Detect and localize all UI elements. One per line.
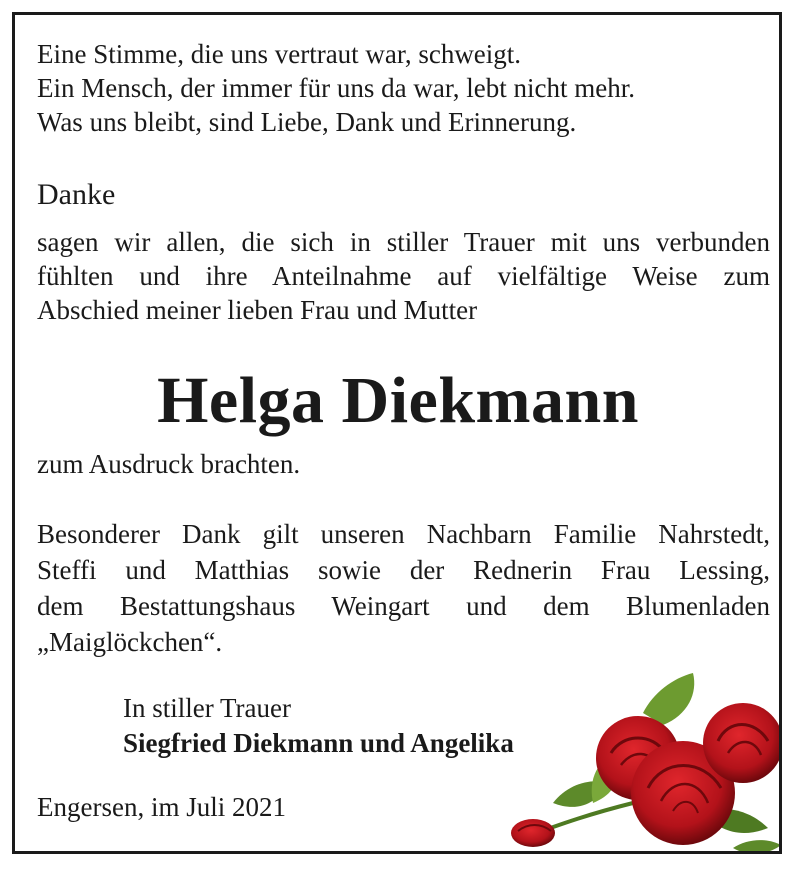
poem-line-3: Was uns bleibt, sind Liebe, Dank und Erinnerung. xyxy=(37,107,577,137)
thanks-line-2: fühlten und ihre Anteilnahme auf vielfältige Weise zum xyxy=(37,261,770,291)
place-date: Engersen, im Juli 2021 xyxy=(37,792,286,822)
thanks-heading: Danke xyxy=(37,178,116,211)
roses-illustration xyxy=(493,653,782,854)
special-thanks-line-4: „Maiglöckchen“. xyxy=(37,627,223,657)
special-thanks-line-2: Steffi und Matthias sowie der Rednerin Frau Lessing, xyxy=(37,555,770,585)
special-thanks-line-1: Besonderer Dank gilt unseren Nachbarn Familie Nahrstedt, xyxy=(37,519,770,549)
mourning-names: Siegfried Diekmann und Angelika xyxy=(123,728,514,758)
special-thanks-line-3: dem Bestattungshaus Weingart und dem Blumenladen xyxy=(37,591,770,621)
poem-line-1: Eine Stimme, die uns vertraut war, schweigt. xyxy=(37,39,522,69)
thanks-line-1: sagen wir allen, die sich in stiller Trauer mit uns verbunden xyxy=(37,227,770,257)
deceased-name: Helga Diekmann xyxy=(157,364,639,437)
thanks-line-3: Abschied meiner lieben Frau und Mutter xyxy=(37,295,478,325)
poem-line-2: Ein Mensch, der immer für uns da war, lebt nicht mehr. xyxy=(37,73,636,103)
mourning-intro: In stiller Trauer xyxy=(123,693,291,723)
expressed-line: zum Ausdruck brachten. xyxy=(37,449,301,479)
obituary-notice xyxy=(12,12,782,854)
